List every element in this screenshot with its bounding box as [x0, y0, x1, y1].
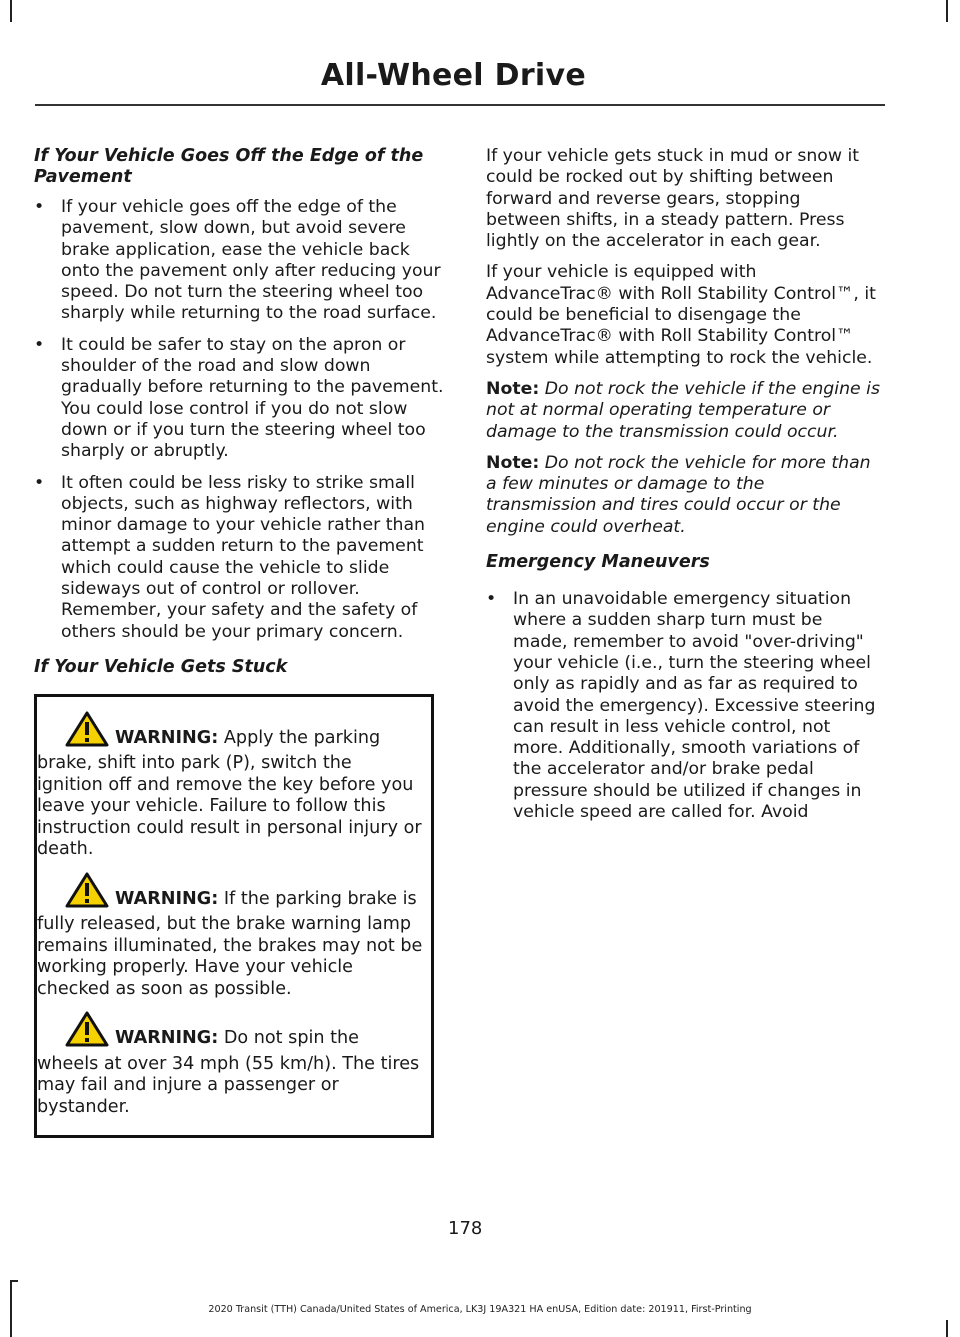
section-heading-emergency: Emergency Maneuvers: [486, 552, 710, 573]
note-label: Note:: [486, 378, 540, 399]
list-item: • It often could be less risky to strike small objects, such as highway reflectors, with minor damage to your vehicle rather than attempt a sudden return to the pavement which could cause the vehicle to slide sideways out of control or rollover. Remember, your safety and the safety of others should be your primary concern.: [34, 473, 446, 643]
warning-label: WARNING:: [115, 888, 219, 909]
paragraph-advancetrac: If your vehicle is equipped with AdvanceTrac® with Roll Stability Control™, it could be beneficial to disengage the AdvanceTrac® with Roll Stability Control™ system while attempting to rock the vehicle.: [486, 262, 876, 368]
list-item: • It could be safer to stay on the apron or shoulder of the road and slow down gradually before returning to the pavement. You could lose control if you do not slow down or if you turn the steering wheel too sharply or abruptly.: [34, 335, 446, 463]
paragraph-rocking: If your vehicle gets stuck in mud or snow it could be rocked out by shifting between forward and reverse gears, stopping between shifts, in a steady pattern. Press lightly on the accelerator in each gear.: [486, 146, 860, 252]
emergency-list: [486, 589, 880, 823]
warning-text: Do not spin the wheels at over 34 mph (55 km/h). The tires may fail and injure a passenger or bystander.: [37, 1028, 420, 1117]
crop-mark-top-left-v: [10, 0, 12, 22]
page-title: All-Wheel Drive: [320, 58, 586, 93]
page-number: 178: [448, 1218, 483, 1239]
list-item: • In an unavoidable emergency situation where a sudden sharp turn must be made, remember to avoid "over-driving" your vehicle (i.e., turn the steering wheel only as rapidly and as far as required to avoid the emergency). Excessive steering can result in less vehicle control, not more. Additionally, smooth variations of the accelerator and/or brake pedal pressure should be utilized if changes in vehicle speed are called for. Avoid: [486, 589, 880, 823]
off-pavement-list: [34, 197, 446, 643]
left-column: [34, 146, 446, 1138]
warning-box: [34, 694, 434, 1139]
section-heading-gets-stuck: If Your Vehicle Gets Stuck: [34, 656, 288, 677]
list-item: • If your vehicle goes off the edge of the pavement, slow down, but avoid severe brake application, ease the vehicle back onto the pavement only after reducing your speed. Do not turn the steering wheel too sharply while returning to the road surface.: [34, 197, 446, 325]
warning-text: Apply the parking brake, shift into park (P), switch the ignition off and remove the key before you leave your vehicle. Failure to follow this instruction could result in personal injury or death.: [37, 727, 422, 860]
header-divider: [35, 104, 885, 106]
section-heading-off-pavement: If Your Vehicle Goes Off the Edge of the Pavement: [34, 146, 424, 187]
crop-mark-bottom-left-h: [10, 1280, 18, 1282]
warning-label: WARNING:: [115, 1028, 219, 1049]
warning-item: [37, 711, 423, 861]
warning-label: WARNING:: [115, 727, 219, 748]
crop-mark-bottom-right-v: [946, 1320, 948, 1337]
warning-text: If the parking brake is fully released, but the brake warning lamp remains illuminated, the brakes may not be working properly. Have your vehicle checked as soon as possible.: [37, 888, 423, 999]
note: [486, 453, 880, 538]
crop-mark-top-right-v: [946, 0, 948, 22]
warning-item: [37, 1011, 423, 1118]
warning-triangle-icon: [65, 1011, 109, 1054]
right-column: [486, 146, 880, 833]
warning-item: [37, 872, 423, 1001]
note-label: Note:: [486, 452, 540, 473]
warning-triangle-icon: [65, 872, 109, 915]
note-text: Do not rock the vehicle if the engine is not at normal operating temperature or damage to the transmission could occur.: [486, 378, 880, 442]
note: [486, 379, 880, 443]
edition-footer: 2020 Transit (TTH) Canada/United States of America, LK3J 19A321 HA enUSA, Edition date: 201911, First-Printing: [208, 1304, 752, 1315]
note-text: Do not rock the vehicle for more than a few minutes or damage to the transmission and tires could occur or the engine could overheat.: [486, 452, 871, 537]
warning-triangle-icon: [65, 711, 109, 754]
